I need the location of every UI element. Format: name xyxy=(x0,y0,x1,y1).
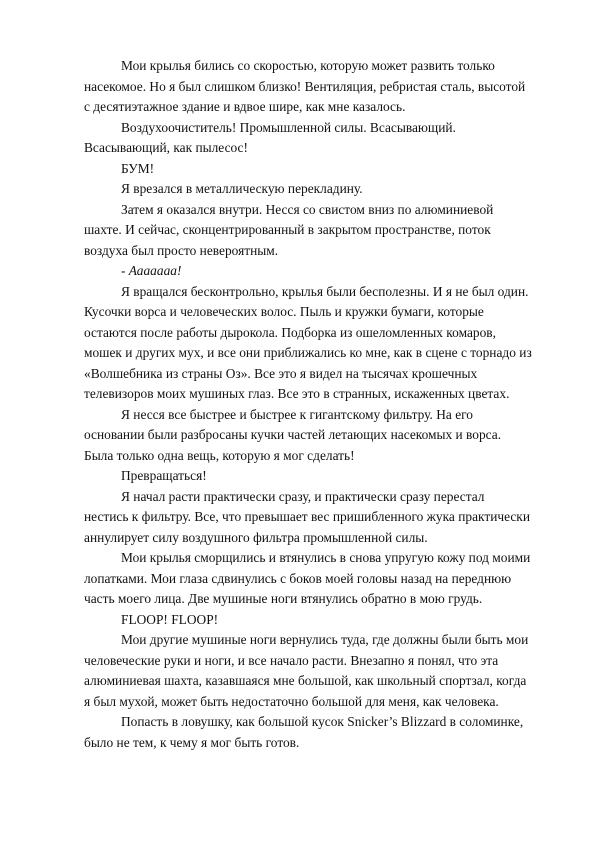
paragraph: Я несся все быстрее и быстрее к гигантскому фильтру. На его основании были разбросаны кучки частей летающих насекомых и ворса. Была только одна вещь, которую я мог сделать! xyxy=(84,406,502,463)
paragraph: Я вращался бесконтрольно, крылья были бесполезны. И я не был один. Кусочки ворса и человеческих волос. Пыль и кружки бумаги, которые остаются после работы дырокола. Подборка из ошеломленных комаров, мошек и других мух, и все они приближались ко мне, как в сцене с торнадо из «Волшебника из страны Оз». Все это я видел на тысячах крошечных телевизоров моих мушиных глаз. Все это в странных, искаженных цветах. xyxy=(84,283,532,401)
paragraph: БУМ! xyxy=(121,160,155,176)
paragraph: Мои крылья сморщились и втянулись в снова упругую кожу под моими лопатками. Мои глаза сдвинулись с боков моей головы назад на переднюю часть моего лица. Две мушиные ноги втянулись обратно в мою грудь. xyxy=(84,550,531,606)
paragraph: Мои крылья бились со скоростью, которую может развить только насекомое. Но я был слишком близко! Вентиляция, ребристая сталь, высотой с десятиэтажное здание и вдвое шире, как мне казалось. xyxy=(84,58,526,114)
paragraph: Затем я оказался внутри. Несся со свистом вниз по алюминиевой шахте. И сейчас, сконцентрированный в закрытом пространстве, поток воздуха был просто невероятным. xyxy=(84,201,494,258)
paragraph: Воздухоочиститель! Промышленной силы. Всасывающий. Всасывающий, как пылесос! xyxy=(84,119,456,155)
paragraph: Превращаться! xyxy=(121,468,207,483)
paragraph: Я начал расти практически сразу, и практически сразу перестал нестись к фильтру. Все, что превышает вес пришибленного жука практически аннулирует силу воздушного фильтра промышленной силы. xyxy=(84,488,530,545)
paragraph: Мои другие мушиные ноги вернулись туда, где должны были быть мои человеческие руки и ноги, и все начало расти. Внезапно я понял, что эта алюминиевая шахта, казавшаяся мне большой, как школьный спортзал, когда я был мухой, может быть недостаточно большой для меня, как человека. xyxy=(84,632,529,709)
paragraph: - Ааааааа! xyxy=(121,263,182,278)
paragraph: Я врезался в металлическую перекладину. xyxy=(121,181,363,196)
paragraph: FLOOP! FLOOP! xyxy=(121,611,219,627)
paragraph: Попасть в ловушку, как большой кусок Snicker’s Blizzard в соломинке, было не тем, к чему я мог быть готов. xyxy=(84,714,524,750)
document-page xyxy=(84,56,532,753)
